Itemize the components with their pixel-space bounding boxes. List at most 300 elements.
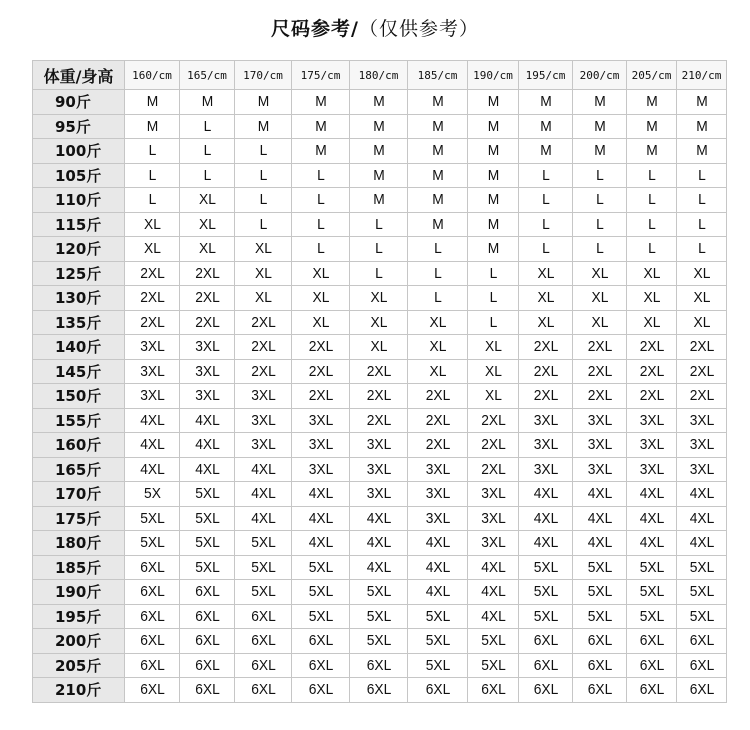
size-cell: L	[127, 163, 178, 188]
weight-cell: 175斤	[33, 506, 125, 531]
table-row	[33, 555, 727, 580]
size-cell: 4XL	[629, 531, 675, 556]
weight-cell: 180斤	[33, 531, 125, 556]
page-title	[0, 14, 750, 41]
table-row	[33, 384, 727, 409]
size-cell: 6XL	[127, 629, 178, 654]
size-cell: M	[470, 163, 517, 188]
size-cell: 6XL	[629, 678, 675, 703]
size-cell: L	[521, 163, 571, 188]
size-cell: 6XL	[679, 678, 725, 703]
table-row	[33, 457, 727, 482]
header-row	[33, 61, 727, 90]
size-cell: 6XL	[629, 653, 675, 678]
table-row	[33, 114, 727, 139]
size-cell: 4XL	[575, 531, 625, 556]
size-cell: 2XL	[182, 286, 233, 311]
size-cell: 3XL	[521, 433, 571, 458]
size-cell: 2XL	[127, 310, 178, 335]
size-cell: 3XL	[629, 433, 675, 458]
size-cell: XL	[629, 310, 675, 335]
size-cell: 3XL	[127, 384, 178, 409]
size-cell: 2XL	[352, 359, 405, 384]
size-cell: 5XL	[127, 531, 178, 556]
height-header: 160/cm	[125, 61, 180, 90]
weight-cell: 205斤	[33, 653, 125, 678]
size-cell: L	[182, 114, 233, 139]
size-cell: 3XL	[679, 408, 725, 433]
size-cell: 5XL	[679, 555, 725, 580]
size-cell: M	[182, 90, 233, 115]
size-cell: 2XL	[470, 408, 517, 433]
size-cell: M	[127, 114, 178, 139]
weight-cell: 160斤	[33, 433, 125, 458]
size-cell: 4XL	[679, 506, 725, 531]
size-cell: M	[352, 139, 405, 164]
size-cell: L	[294, 163, 347, 188]
size-cell: L	[679, 212, 725, 237]
height-header: 165/cm	[180, 61, 235, 90]
size-cell: 3XL	[470, 506, 517, 531]
size-cell: 2XL	[679, 335, 725, 360]
size-cell: L	[182, 139, 233, 164]
size-cell: L	[237, 163, 289, 188]
weight-cell: 185斤	[33, 555, 125, 580]
table-row	[33, 580, 727, 605]
size-cell: 5XL	[410, 653, 465, 678]
size-cell: 3XL	[294, 408, 347, 433]
table-row	[33, 90, 727, 115]
size-cell: L	[629, 163, 675, 188]
size-cell: 3XL	[127, 335, 178, 360]
size-cell: 6XL	[182, 678, 233, 703]
size-cell: L	[521, 237, 571, 262]
size-cell: 3XL	[352, 457, 405, 482]
size-cell: L	[352, 212, 405, 237]
size-cell: M	[410, 188, 465, 213]
size-cell: 6XL	[127, 580, 178, 605]
size-cell: 5XL	[294, 604, 347, 629]
height-header: 185/cm	[408, 61, 468, 90]
size-cell: 4XL	[521, 506, 571, 531]
size-cell: 2XL	[470, 457, 517, 482]
size-cell: 3XL	[237, 384, 289, 409]
size-cell: 2XL	[629, 359, 675, 384]
table-row	[33, 212, 727, 237]
weight-cell: 190斤	[33, 580, 125, 605]
size-cell: 4XL	[352, 555, 405, 580]
size-cell: 5XL	[629, 580, 675, 605]
size-cell: L	[679, 188, 725, 213]
table-row	[33, 139, 727, 164]
corner-header: 体重/身高	[33, 61, 125, 90]
size-cell: 3XL	[352, 482, 405, 507]
size-cell: 6XL	[352, 653, 405, 678]
size-cell: 3XL	[410, 506, 465, 531]
size-cell: 3XL	[521, 457, 571, 482]
size-cell: 5XL	[237, 555, 289, 580]
size-cell: 6XL	[182, 580, 233, 605]
size-cell: 6XL	[237, 604, 289, 629]
weight-cell: 110斤	[33, 188, 125, 213]
size-cell: L	[679, 237, 725, 262]
height-header: 170/cm	[235, 61, 292, 90]
size-cell: 2XL	[575, 384, 625, 409]
size-cell: 3XL	[352, 433, 405, 458]
size-cell: 4XL	[470, 580, 517, 605]
size-cell: M	[521, 90, 571, 115]
size-cell: L	[410, 261, 465, 286]
weight-cell: 130斤	[33, 286, 125, 311]
size-cell: XL	[410, 335, 465, 360]
weight-cell: 95斤	[33, 114, 125, 139]
size-cell: XL	[470, 384, 517, 409]
size-cell: 3XL	[470, 531, 517, 556]
size-cell: L	[127, 139, 178, 164]
size-cell: M	[521, 139, 571, 164]
height-header: 195/cm	[519, 61, 573, 90]
table-row	[33, 188, 727, 213]
size-cell: M	[575, 114, 625, 139]
size-cell: 6XL	[127, 678, 178, 703]
size-cell: 5X	[127, 482, 178, 507]
size-cell: 6XL	[237, 678, 289, 703]
size-cell: M	[575, 139, 625, 164]
table-row	[33, 163, 727, 188]
size-cell: 4XL	[237, 457, 289, 482]
weight-cell: 150斤	[33, 384, 125, 409]
size-cell: 4XL	[410, 580, 465, 605]
size-cell: 4XL	[629, 506, 675, 531]
size-cell: 4XL	[352, 506, 405, 531]
size-cell: XL	[182, 212, 233, 237]
size-cell: M	[679, 139, 725, 164]
size-cell: 6XL	[127, 653, 178, 678]
size-cell: M	[410, 139, 465, 164]
size-cell: 4XL	[629, 482, 675, 507]
size-cell: XL	[410, 359, 465, 384]
size-cell: 2XL	[127, 261, 178, 286]
size-cell: L	[294, 188, 347, 213]
size-cell: 6XL	[352, 678, 405, 703]
size-cell: 4XL	[352, 531, 405, 556]
size-cell: 5XL	[410, 629, 465, 654]
size-cell: XL	[182, 188, 233, 213]
weight-cell: 115斤	[33, 212, 125, 237]
size-cell: 3XL	[294, 457, 347, 482]
size-cell: M	[410, 90, 465, 115]
size-cell: 4XL	[575, 482, 625, 507]
weight-cell: 120斤	[33, 237, 125, 262]
size-cell: 2XL	[127, 286, 178, 311]
size-cell: 6XL	[182, 604, 233, 629]
table-row	[33, 261, 727, 286]
size-cell: XL	[237, 261, 289, 286]
size-cell: L	[575, 188, 625, 213]
size-cell: 2XL	[294, 335, 347, 360]
size-cell: 5XL	[629, 555, 675, 580]
size-cell: 3XL	[127, 359, 178, 384]
size-cell: 5XL	[294, 555, 347, 580]
size-cell: 4XL	[410, 531, 465, 556]
size-cell: M	[410, 212, 465, 237]
size-cell: 6XL	[679, 629, 725, 654]
size-cell: XL	[521, 286, 571, 311]
height-header: 180/cm	[350, 61, 408, 90]
size-cell: 6XL	[679, 653, 725, 678]
size-cell: M	[352, 90, 405, 115]
size-cell: 6XL	[575, 653, 625, 678]
size-cell: L	[521, 212, 571, 237]
table-row	[33, 653, 727, 678]
size-cell: XL	[127, 212, 178, 237]
size-cell: L	[470, 310, 517, 335]
size-cell: 5XL	[127, 506, 178, 531]
size-cell: M	[679, 90, 725, 115]
size-cell: 5XL	[521, 604, 571, 629]
size-cell: L	[410, 237, 465, 262]
size-cell: 2XL	[679, 384, 725, 409]
size-cell: XL	[237, 237, 289, 262]
size-cell: 4XL	[410, 555, 465, 580]
size-cell: L	[629, 237, 675, 262]
size-cell: M	[294, 139, 347, 164]
size-cell: 6XL	[182, 653, 233, 678]
size-cell: 5XL	[575, 555, 625, 580]
size-cell: L	[575, 237, 625, 262]
size-cell: XL	[352, 310, 405, 335]
size-cell: 2XL	[237, 310, 289, 335]
size-cell: M	[294, 90, 347, 115]
size-cell: 4XL	[294, 506, 347, 531]
size-cell: 6XL	[127, 555, 178, 580]
size-cell: 3XL	[629, 408, 675, 433]
size-cell: 2XL	[521, 359, 571, 384]
size-cell: 5XL	[352, 604, 405, 629]
size-cell: L	[629, 212, 675, 237]
size-cell: 4XL	[237, 482, 289, 507]
size-cell: 4XL	[294, 482, 347, 507]
size-cell: 2XL	[182, 310, 233, 335]
size-cell: L	[679, 163, 725, 188]
size-cell: 6XL	[521, 678, 571, 703]
size-cell: 2XL	[629, 384, 675, 409]
size-cell: 3XL	[679, 433, 725, 458]
size-cell: M	[352, 114, 405, 139]
size-cell: 2XL	[629, 335, 675, 360]
size-cell: L	[352, 261, 405, 286]
size-cell: 3XL	[182, 384, 233, 409]
height-header: 200/cm	[573, 61, 627, 90]
title-note: （仅供参考）	[358, 18, 479, 40]
table-row	[33, 286, 727, 311]
size-cell: 4XL	[470, 555, 517, 580]
weight-cell: 170斤	[33, 482, 125, 507]
size-cell: M	[237, 90, 289, 115]
table-row	[33, 482, 727, 507]
size-cell: XL	[352, 286, 405, 311]
table-row	[33, 604, 727, 629]
size-cell: 2XL	[575, 359, 625, 384]
size-cell: L	[237, 139, 289, 164]
size-chart-table	[32, 60, 727, 703]
size-cell: M	[629, 139, 675, 164]
height-header: 175/cm	[292, 61, 350, 90]
size-cell: 4XL	[182, 433, 233, 458]
size-cell: M	[470, 188, 517, 213]
size-cell: 6XL	[294, 653, 347, 678]
size-cell: M	[470, 237, 517, 262]
size-cell: M	[629, 114, 675, 139]
size-cell: 6XL	[629, 629, 675, 654]
weight-cell: 105斤	[33, 163, 125, 188]
size-cell: 6XL	[575, 678, 625, 703]
size-cell: XL	[410, 310, 465, 335]
size-cell: 5XL	[182, 531, 233, 556]
size-cell: XL	[237, 286, 289, 311]
size-cell: L	[470, 286, 517, 311]
size-cell: 4XL	[237, 506, 289, 531]
size-cell: 2XL	[521, 384, 571, 409]
size-cell: 4XL	[127, 408, 178, 433]
size-cell: XL	[294, 310, 347, 335]
size-cell: 4XL	[127, 457, 178, 482]
size-cell: 6XL	[410, 678, 465, 703]
weight-cell: 90斤	[33, 90, 125, 115]
size-cell: M	[410, 114, 465, 139]
size-cell: XL	[294, 261, 347, 286]
size-cell: 3XL	[470, 482, 517, 507]
weight-cell: 200斤	[33, 629, 125, 654]
size-cell: M	[629, 90, 675, 115]
table-row	[33, 506, 727, 531]
size-cell: 5XL	[679, 604, 725, 629]
size-cell: 6XL	[470, 678, 517, 703]
weight-cell: 140斤	[33, 335, 125, 360]
size-cell: 5XL	[575, 580, 625, 605]
size-cell: 2XL	[182, 261, 233, 286]
size-cell: 5XL	[352, 580, 405, 605]
size-cell: M	[575, 90, 625, 115]
size-cell: 3XL	[410, 482, 465, 507]
size-cell: XL	[294, 286, 347, 311]
size-cell: 4XL	[679, 531, 725, 556]
height-header: 190/cm	[468, 61, 519, 90]
size-cell: 5XL	[182, 506, 233, 531]
weight-cell: 135斤	[33, 310, 125, 335]
size-cell: XL	[575, 286, 625, 311]
table-row	[33, 678, 727, 703]
weight-cell: 210斤	[33, 678, 125, 703]
size-cell: 4XL	[679, 482, 725, 507]
size-cell: M	[679, 114, 725, 139]
size-cell: M	[127, 90, 178, 115]
size-cell: 2XL	[237, 359, 289, 384]
size-cell: 4XL	[294, 531, 347, 556]
size-cell: L	[575, 212, 625, 237]
size-cell: 6XL	[294, 629, 347, 654]
weight-cell: 145斤	[33, 359, 125, 384]
size-cell: 2XL	[352, 384, 405, 409]
size-cell: 5XL	[410, 604, 465, 629]
size-cell: L	[127, 188, 178, 213]
size-cell: 3XL	[182, 335, 233, 360]
size-cell: 5XL	[352, 629, 405, 654]
size-cell: 3XL	[521, 408, 571, 433]
size-cell: M	[352, 188, 405, 213]
size-cell: 5XL	[629, 604, 675, 629]
weight-cell: 195斤	[33, 604, 125, 629]
size-cell: 2XL	[410, 384, 465, 409]
size-cell: L	[629, 188, 675, 213]
size-cell: 6XL	[237, 653, 289, 678]
size-cell: 5XL	[575, 604, 625, 629]
weight-cell: 125斤	[33, 261, 125, 286]
size-cell: 2XL	[410, 433, 465, 458]
size-cell: 2XL	[294, 359, 347, 384]
size-cell: 5XL	[294, 580, 347, 605]
size-cell: 6XL	[575, 629, 625, 654]
height-header: 210/cm	[677, 61, 727, 90]
size-cell: 4XL	[470, 604, 517, 629]
size-cell: 2XL	[294, 384, 347, 409]
size-cell: XL	[679, 261, 725, 286]
size-cell: M	[470, 139, 517, 164]
size-cell: 6XL	[237, 629, 289, 654]
size-cell: XL	[470, 359, 517, 384]
size-cell: 5XL	[182, 482, 233, 507]
size-cell: 6XL	[521, 653, 571, 678]
size-cell: L	[237, 188, 289, 213]
size-cell: 5XL	[521, 580, 571, 605]
size-cell: L	[294, 212, 347, 237]
size-cell: XL	[575, 261, 625, 286]
size-cell: XL	[521, 261, 571, 286]
size-cell: XL	[470, 335, 517, 360]
size-cell: 6XL	[127, 604, 178, 629]
table-row	[33, 531, 727, 556]
size-cell: XL	[127, 237, 178, 262]
size-cell: L	[237, 212, 289, 237]
table-row	[33, 237, 727, 262]
size-cell: 3XL	[410, 457, 465, 482]
size-cell: 4XL	[182, 457, 233, 482]
size-cell: L	[470, 261, 517, 286]
size-cell: 6XL	[294, 678, 347, 703]
size-cell: 2XL	[352, 408, 405, 433]
size-cell: 5XL	[237, 580, 289, 605]
weight-cell: 165斤	[33, 457, 125, 482]
size-cell: M	[294, 114, 347, 139]
size-cell: XL	[575, 310, 625, 335]
size-cell: M	[237, 114, 289, 139]
size-cell: 3XL	[182, 359, 233, 384]
size-cell: L	[352, 237, 405, 262]
height-header: 205/cm	[627, 61, 677, 90]
size-cell: 4XL	[521, 482, 571, 507]
table-row	[33, 359, 727, 384]
size-cell: 3XL	[237, 433, 289, 458]
table-row	[33, 335, 727, 360]
size-cell: L	[521, 188, 571, 213]
size-cell: XL	[352, 335, 405, 360]
size-cell: 3XL	[237, 408, 289, 433]
size-cell: M	[470, 114, 517, 139]
size-cell: 5XL	[182, 555, 233, 580]
table-row	[33, 310, 727, 335]
size-cell: 4XL	[127, 433, 178, 458]
table-row	[33, 629, 727, 654]
